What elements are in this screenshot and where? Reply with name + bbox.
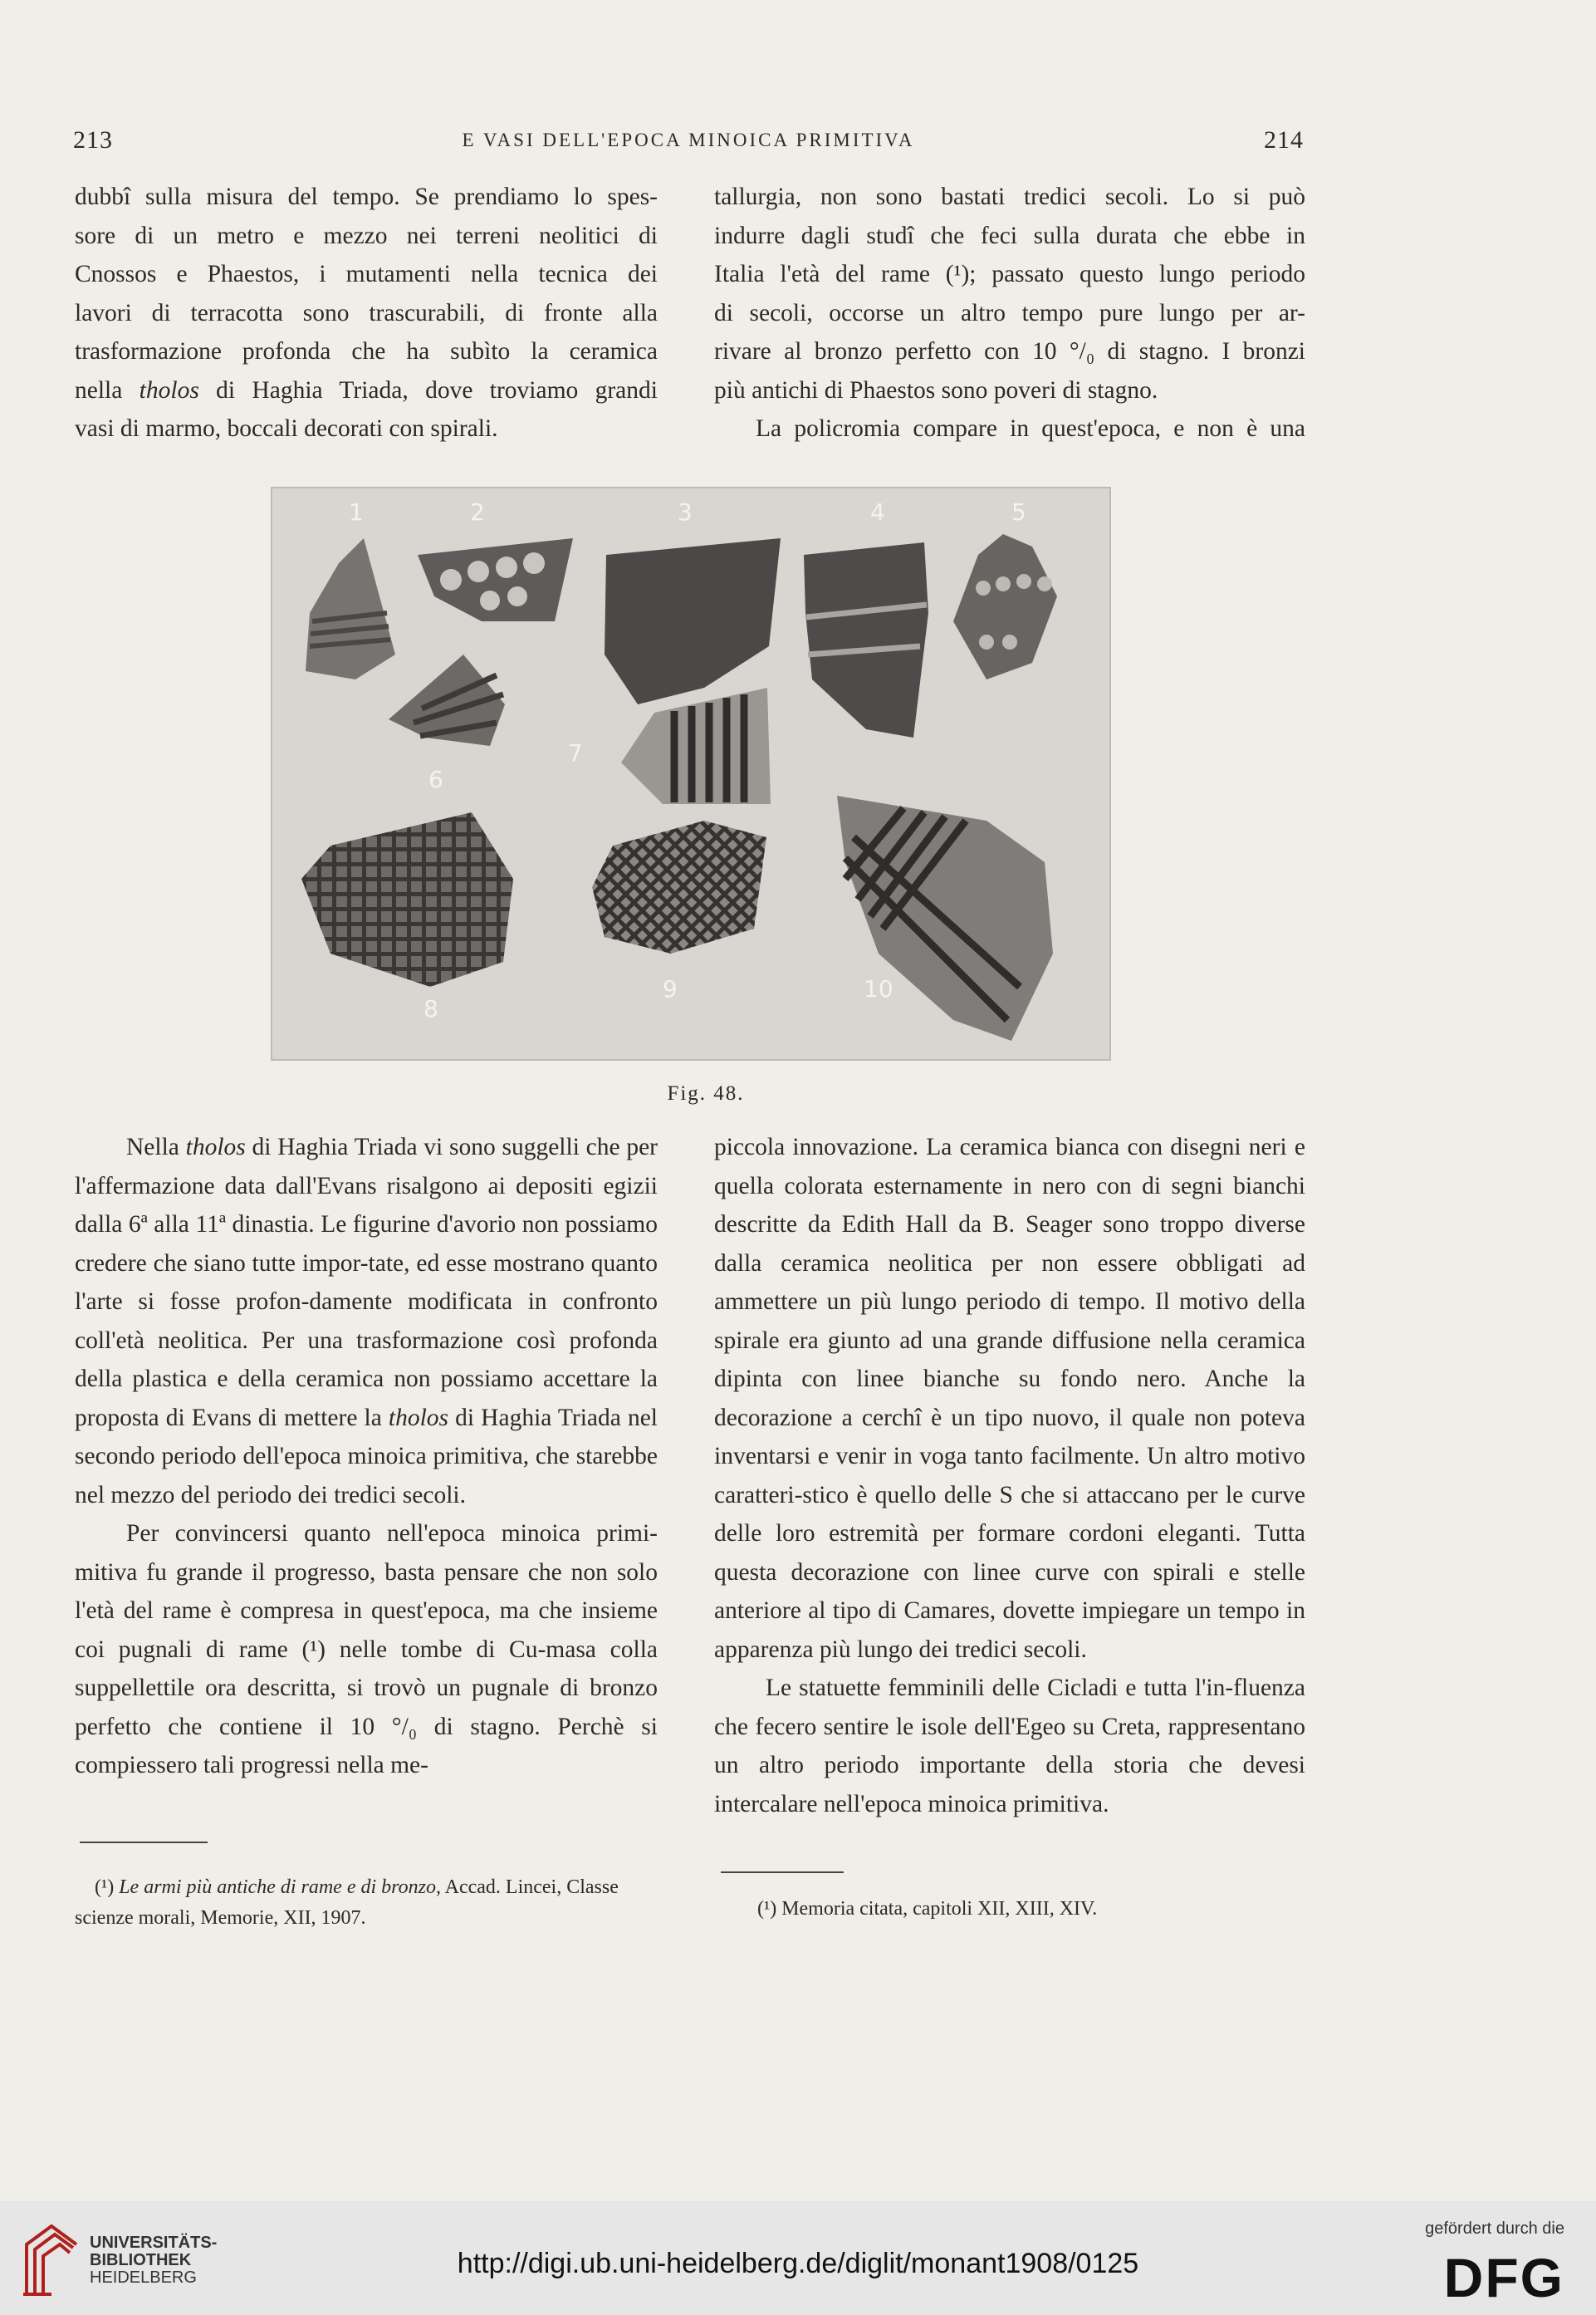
running-header bbox=[73, 126, 1304, 159]
text-line: indurre dagli studî che feci sulla durata che ebbe in bbox=[714, 222, 1305, 249]
text-line: di secoli, occorse un altro tempo pure lungo per ar- bbox=[714, 299, 1305, 326]
sherd-number-5: 5 bbox=[1011, 498, 1026, 526]
left-page-number: 213 bbox=[73, 126, 113, 154]
sherd-number-7: 7 bbox=[568, 739, 583, 767]
sherd-number-3: 3 bbox=[678, 498, 693, 526]
sherd-number-10: 10 bbox=[864, 975, 893, 1003]
text-line: più antichi di Phaestos sono poveri di stagno. bbox=[714, 376, 1158, 404]
paragraph: Per convincersi quanto nell'epoca minoica primi-mitiva fu grande il progresso, basta pensare che non solo l'età del rame è compresa in quest'epoca, ma che insieme coi pugnali di rame (¹) nelle tombe di Cu-masa colla suppellettile ora descritta, si trovò un pugnale di bronzo perfetto che contiene il 10 °/₀ di stagno. Perchè si compiessero tali progressi nella me- bbox=[75, 1520, 658, 1778]
sherd-photo bbox=[272, 488, 1111, 1061]
library-line-3: HEIDELBERG bbox=[90, 2268, 197, 2287]
footnote-left bbox=[75, 1872, 658, 1934]
text-line: nella tholos di Haghia Triada, dove troviamo grandi bbox=[75, 376, 658, 404]
footnote-right bbox=[757, 1894, 1305, 1925]
sherd-number-6: 6 bbox=[428, 766, 443, 793]
paragraph: Nella tholos di Haghia Triada vi sono suggelli che per l'affermazione data dall'Evans risalgono ai depositi egizii dalla 6ª alla 11ª dinastia. Le figurine d'avorio non possiamo credere che siano tutte impor-tate, ed esse mostrano quanto l'arte si fosse profon-damente modificata in confronto coll'età neolitica. Per una trasformazione così profonda della plastica e della ceramica non possiamo accettare la proposta di Evans di mettere la tholos di Haghia Triada nel secondo periodo dell'epoca minoica primitiva, che starebbe nel mezzo del periodo dei tredici secoli. bbox=[75, 1134, 658, 1508]
funding-caption: gefördert durch die bbox=[1425, 2219, 1564, 2238]
figure-caption: Fig. 48. bbox=[667, 1082, 745, 1105]
permalink-url[interactable]: http://digi.ub.uni-heidelberg.de/diglit/monant1908/0125 bbox=[457, 2248, 1139, 2279]
text-line: trasformazione profonda che ha subìto la ceramica bbox=[75, 338, 658, 365]
footnote-title: Le armi più antiche di rame e di bronzo, bbox=[119, 1876, 441, 1898]
sherd-number-4: 4 bbox=[870, 498, 885, 526]
footnote-rule-left bbox=[80, 1842, 208, 1843]
paragraph: Le statuette femminili delle Cicladi e tutta l'in-fluenza che fecero sentire le isole dell'Egeo su Creta, rappresentano un altro periodo importante della storia che devesi intercalare nell'epoca minoica primitiva. bbox=[714, 1675, 1305, 1817]
text-line: sore di un metro e mezzo nei terreni neolitici di bbox=[75, 222, 658, 249]
bottom-left-column bbox=[75, 1128, 658, 1785]
text-line: tallurgia, non sono bastati tredici secoli. Lo si può bbox=[714, 184, 1305, 210]
top-left-column bbox=[75, 178, 658, 449]
text-line: vasi di marmo, boccali decorati con spirali. bbox=[75, 415, 498, 442]
dfg-logo: DFG bbox=[1443, 2247, 1564, 2308]
text-line: La policromia compare in quest'epoca, e non è una bbox=[756, 415, 1305, 442]
library-line-1: UNIVERSITÄTS- bbox=[90, 2234, 218, 2252]
running-title: E VASI DELL'EPOCA MINOICA PRIMITIVA bbox=[462, 130, 915, 150]
sherd-number-2: 2 bbox=[470, 498, 485, 526]
paragraph: piccola innovazione. La ceramica bianca con disegni neri e quella colorata esternamente in nero con di segni bianchi descritte da Edith Hall da B. Seager sono troppo diverse dalla ceramica neolitica per non essere obbligati ad ammettere un più lungo periodo di tempo. Il motivo della spirale era giunto ad una grande diffusione nella ceramica dipinta con linee bianche su fondo nero. Anche la decorazione a cerchî è un tipo nuovo, il quale non poteva inventarsi e venir in voga tanto facilmente. Un altro motivo caratteri-stico è quello delle S che si attaccano per le curve delle loro estremità per formare cordoni eleganti. Tutta questa decorazione con linee curve con spirali e stelle anteriore al tipo di Camares, dovette impiegare un tempo in apparenza più lungo dei tredici secoli. bbox=[714, 1134, 1305, 1663]
top-right-column bbox=[714, 178, 1305, 449]
text-line: dubbî sulla misura del tempo. Se prendiamo lo spes- bbox=[75, 184, 658, 210]
library-line-2: BIBLIOTHEK bbox=[90, 2251, 192, 2269]
right-page-number: 214 bbox=[1264, 126, 1304, 154]
footer-bar bbox=[0, 2201, 1596, 2315]
footnote-mark: (¹) bbox=[95, 1876, 115, 1898]
footnote-text: (¹) Memoria citata, capitoli XII, XIII, XIV. bbox=[757, 1898, 1098, 1920]
footnote-rule-right bbox=[721, 1871, 844, 1873]
sherd-number-8: 8 bbox=[423, 995, 438, 1023]
text-line: Italia l'età del rame (¹); passato questo lungo periodo bbox=[714, 261, 1305, 287]
text-line: Cnossos e Phaestos, i mutamenti nella tecnica dei bbox=[75, 261, 658, 287]
bottom-right-column bbox=[714, 1128, 1305, 1823]
text-line: rivare al bronzo perfetto con 10 °/₀ di stagno. I bronzi bbox=[714, 338, 1305, 365]
sherd-number-9: 9 bbox=[663, 975, 678, 1003]
figure-48-potsherds bbox=[271, 487, 1111, 1061]
footnote-rest: Accad. Lincei, Classe scienze morali, Memorie, XII, 1907. bbox=[75, 1876, 619, 1929]
text-line: lavori di terracotta sono trascurabili, di fronte alla bbox=[75, 299, 658, 326]
sherd-number-1: 1 bbox=[349, 498, 364, 526]
